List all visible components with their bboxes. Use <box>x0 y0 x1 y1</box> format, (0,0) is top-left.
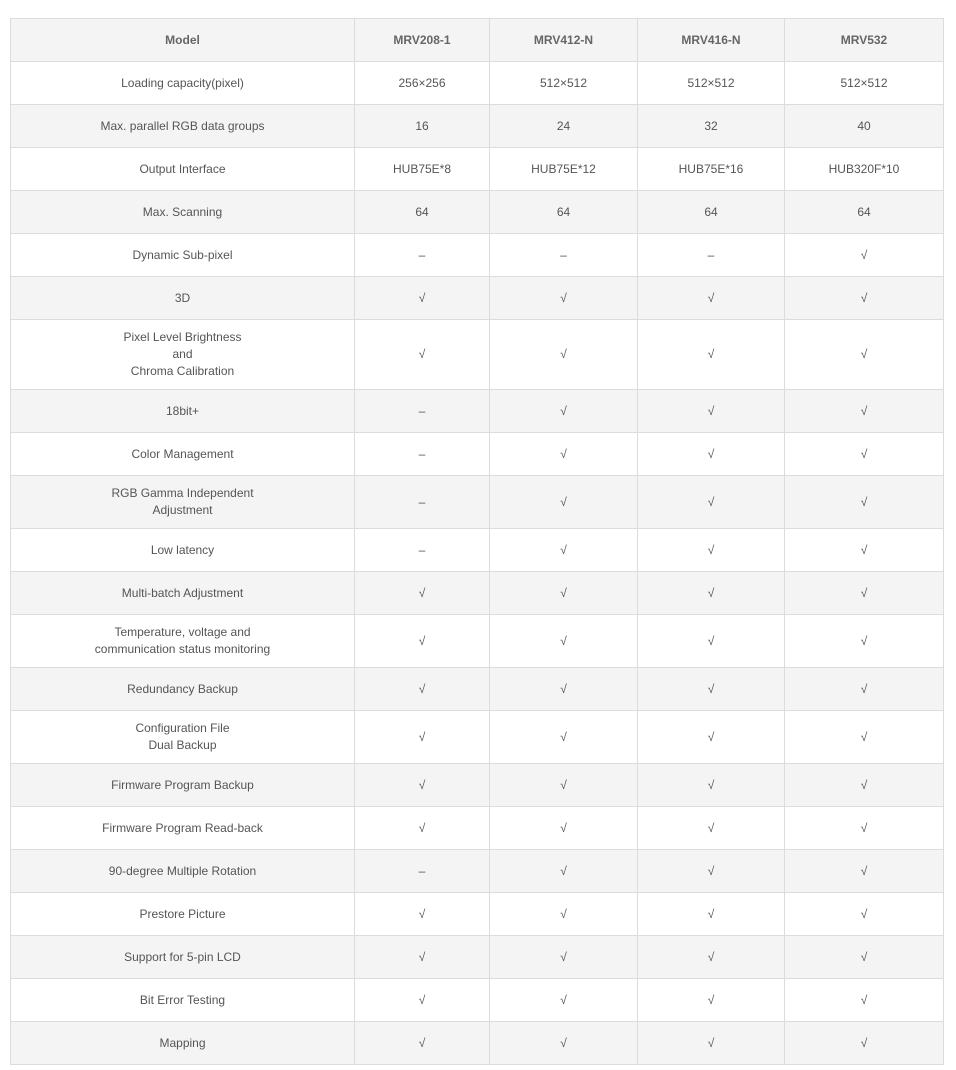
value-cell: 512×512 <box>785 62 944 105</box>
value-cell: √ <box>785 320 944 390</box>
value-cell: √ <box>490 979 638 1022</box>
value-cell: √ <box>490 433 638 476</box>
value-cell: √ <box>355 893 490 936</box>
value-cell: √ <box>785 979 944 1022</box>
feature-cell: Support for 5-pin LCD <box>11 936 355 979</box>
table-row <box>11 320 944 390</box>
value-cell: √ <box>355 572 490 615</box>
value-cell: √ <box>490 764 638 807</box>
value-cell: √ <box>355 1022 490 1065</box>
value-cell: 512×512 <box>490 62 638 105</box>
value-cell: 64 <box>490 191 638 234</box>
feature-cell: Multi-batch Adjustment <box>11 572 355 615</box>
value-cell: √ <box>355 936 490 979</box>
value-cell: HUB75E*8 <box>355 148 490 191</box>
spec-comparison-table <box>10 18 944 1065</box>
feature-cell: Low latency <box>11 529 355 572</box>
feature-cell: 18bit+ <box>11 390 355 433</box>
value-cell: √ <box>490 390 638 433</box>
feature-cell: RGB Gamma Independent Adjustment <box>11 476 355 529</box>
value-cell: √ <box>638 711 785 764</box>
value-cell: √ <box>490 893 638 936</box>
value-cell: √ <box>638 277 785 320</box>
table-row <box>11 148 944 191</box>
feature-cell: Redundancy Backup <box>11 668 355 711</box>
value-cell: – <box>638 234 785 277</box>
value-cell: √ <box>638 893 785 936</box>
table-row <box>11 105 944 148</box>
value-cell: √ <box>490 476 638 529</box>
value-cell: 24 <box>490 105 638 148</box>
value-cell: 64 <box>785 191 944 234</box>
value-cell: √ <box>785 277 944 320</box>
feature-cell: Firmware Program Read-back <box>11 807 355 850</box>
value-cell: √ <box>490 1022 638 1065</box>
table-header-row <box>11 19 944 62</box>
table-row <box>11 529 944 572</box>
feature-cell: Dynamic Sub-pixel <box>11 234 355 277</box>
header-cell: MRV416-N <box>638 19 785 62</box>
value-cell: √ <box>638 668 785 711</box>
value-cell: √ <box>785 807 944 850</box>
table-row <box>11 476 944 529</box>
value-cell: √ <box>785 711 944 764</box>
value-cell: √ <box>638 850 785 893</box>
value-cell: √ <box>785 1022 944 1065</box>
table-row <box>11 979 944 1022</box>
value-cell: HUB320F*10 <box>785 148 944 191</box>
header-cell: MRV532 <box>785 19 944 62</box>
value-cell: √ <box>490 572 638 615</box>
value-cell: √ <box>638 320 785 390</box>
value-cell: √ <box>490 320 638 390</box>
table-row <box>11 711 944 764</box>
value-cell: √ <box>785 234 944 277</box>
value-cell: √ <box>785 850 944 893</box>
feature-cell: Prestore Picture <box>11 893 355 936</box>
value-cell: √ <box>490 850 638 893</box>
value-cell: – <box>355 529 490 572</box>
value-cell: √ <box>638 529 785 572</box>
value-cell: √ <box>785 893 944 936</box>
value-cell: – <box>355 433 490 476</box>
feature-cell: Configuration File Dual Backup <box>11 711 355 764</box>
table-row <box>11 433 944 476</box>
value-cell: 32 <box>638 105 785 148</box>
feature-cell: Firmware Program Backup <box>11 764 355 807</box>
value-cell: √ <box>785 529 944 572</box>
table-row <box>11 893 944 936</box>
value-cell: √ <box>355 764 490 807</box>
value-cell: √ <box>785 433 944 476</box>
value-cell: √ <box>638 979 785 1022</box>
value-cell: √ <box>490 711 638 764</box>
value-cell: √ <box>490 277 638 320</box>
value-cell: √ <box>490 615 638 668</box>
value-cell: √ <box>355 320 490 390</box>
feature-cell: Color Management <box>11 433 355 476</box>
value-cell: √ <box>355 277 490 320</box>
value-cell: √ <box>490 807 638 850</box>
value-cell: 256×256 <box>355 62 490 105</box>
table-row <box>11 572 944 615</box>
feature-cell: 3D <box>11 277 355 320</box>
value-cell: √ <box>355 979 490 1022</box>
value-cell: √ <box>785 476 944 529</box>
value-cell: – <box>490 234 638 277</box>
feature-cell: Output Interface <box>11 148 355 191</box>
feature-cell: 90-degree Multiple Rotation <box>11 850 355 893</box>
header-cell: MRV412-N <box>490 19 638 62</box>
value-cell: – <box>355 234 490 277</box>
value-cell: √ <box>785 936 944 979</box>
value-cell: √ <box>638 390 785 433</box>
value-cell: √ <box>490 936 638 979</box>
table-row <box>11 936 944 979</box>
value-cell: √ <box>638 476 785 529</box>
header-cell: Model <box>11 19 355 62</box>
feature-cell: Mapping <box>11 1022 355 1065</box>
value-cell: √ <box>785 390 944 433</box>
value-cell: – <box>355 850 490 893</box>
value-cell: √ <box>638 433 785 476</box>
table-row <box>11 191 944 234</box>
value-cell: √ <box>638 1022 785 1065</box>
value-cell: √ <box>785 764 944 807</box>
value-cell: 40 <box>785 105 944 148</box>
feature-cell: Max. Scanning <box>11 191 355 234</box>
table-row <box>11 277 944 320</box>
value-cell: √ <box>490 668 638 711</box>
table-row <box>11 234 944 277</box>
table-row <box>11 615 944 668</box>
value-cell: HUB75E*12 <box>490 148 638 191</box>
table-row <box>11 668 944 711</box>
value-cell: √ <box>638 764 785 807</box>
value-cell: √ <box>638 572 785 615</box>
value-cell: √ <box>355 668 490 711</box>
table-row <box>11 850 944 893</box>
table-row <box>11 807 944 850</box>
value-cell: √ <box>785 668 944 711</box>
value-cell: – <box>355 476 490 529</box>
value-cell: HUB75E*16 <box>638 148 785 191</box>
header-cell: MRV208-1 <box>355 19 490 62</box>
value-cell: – <box>355 390 490 433</box>
value-cell: 512×512 <box>638 62 785 105</box>
value-cell: √ <box>355 807 490 850</box>
value-cell: 64 <box>638 191 785 234</box>
value-cell: √ <box>355 711 490 764</box>
value-cell: 64 <box>355 191 490 234</box>
value-cell: √ <box>355 615 490 668</box>
value-cell: √ <box>638 615 785 668</box>
table-row <box>11 1022 944 1065</box>
value-cell: √ <box>490 529 638 572</box>
table-row <box>11 390 944 433</box>
value-cell: √ <box>638 807 785 850</box>
table-row <box>11 764 944 807</box>
feature-cell: Temperature, voltage and communication status monitoring <box>11 615 355 668</box>
value-cell: √ <box>785 615 944 668</box>
feature-cell: Bit Error Testing <box>11 979 355 1022</box>
feature-cell: Loading capacity(pixel) <box>11 62 355 105</box>
feature-cell: Pixel Level Brightness and Chroma Calibration <box>11 320 355 390</box>
table-row <box>11 62 944 105</box>
value-cell: √ <box>638 936 785 979</box>
value-cell: √ <box>785 572 944 615</box>
value-cell: 16 <box>355 105 490 148</box>
feature-cell: Max. parallel RGB data groups <box>11 105 355 148</box>
